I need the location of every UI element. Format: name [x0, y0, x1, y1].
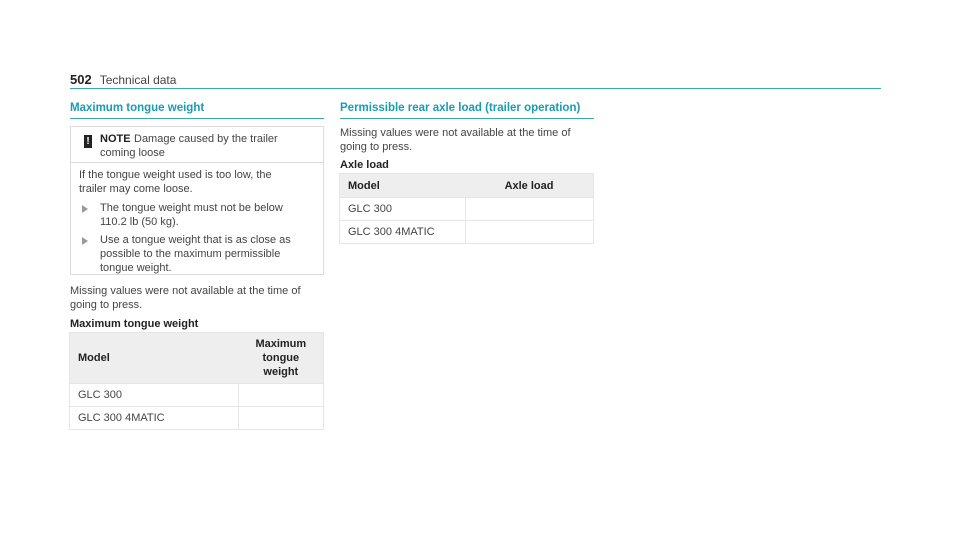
cell-value: [465, 221, 593, 244]
section-rule-left: [70, 118, 324, 119]
cell-value: [239, 384, 324, 407]
bullet-text: possible to the maximum permissible: [100, 248, 281, 260]
table-row: [70, 407, 324, 430]
cell-model: GLC 300: [70, 384, 239, 407]
column-header-model: Model: [340, 174, 466, 198]
table-header-row: [70, 333, 324, 384]
bullet-text: The tongue weight must not be below: [100, 202, 283, 214]
cell-value: [465, 198, 593, 221]
table-row: [70, 384, 324, 407]
bullet-text: tongue weight.: [100, 262, 172, 274]
missing-values-text: Missing values were not available at the time of: [70, 285, 301, 297]
bullet-arrow-icon: [82, 237, 88, 245]
table-row: [340, 221, 594, 244]
missing-values-text: going to press.: [70, 299, 143, 311]
page-header: [70, 72, 176, 87]
section-title-rear-axle-load: Permissible rear axle load (trailer operation): [340, 102, 581, 114]
note-header: [71, 127, 323, 163]
note-body-line: trailer may come loose.: [79, 183, 193, 195]
bullet-arrow-icon: [82, 205, 88, 213]
running-title: Technical data: [99, 73, 177, 87]
table-title: Axle load: [340, 159, 389, 171]
column-header-axle-load: Axle load: [465, 174, 593, 198]
axle-load-table: [339, 173, 594, 244]
bullet-text: Use a tongue weight that is as close as: [100, 234, 291, 246]
missing-values-text: going to press.: [340, 141, 413, 153]
column-header-max-tongue-weight: Maximum tongue weight: [239, 333, 324, 384]
table-title: Maximum tongue weight: [70, 318, 199, 330]
column-header-model: Model: [70, 333, 239, 384]
page-number: 502: [70, 72, 92, 87]
header-rule: [70, 88, 881, 89]
table-header-row: [340, 174, 594, 198]
bullet-text: 110.2 lb (50 kg).: [100, 216, 179, 228]
section-title-tongue-weight: Maximum tongue weight: [70, 102, 205, 114]
note-box: [70, 126, 324, 275]
section-rule-right: [340, 118, 594, 119]
cell-model: GLC 300 4MATIC: [70, 407, 239, 430]
note-title-continued: coming loose: [100, 147, 165, 159]
table-row: [340, 198, 594, 221]
cell-model: GLC 300: [340, 198, 466, 221]
tongue-weight-table: [69, 332, 324, 430]
note-body-line: If the tongue weight used is too low, the: [79, 169, 272, 181]
cell-value: [239, 407, 324, 430]
missing-values-text: Missing values were not available at the time of: [340, 127, 571, 139]
note-title: Damage caused by the trailer: [134, 133, 278, 145]
cell-model: GLC 300 4MATIC: [340, 221, 466, 244]
warning-icon: !: [84, 135, 92, 148]
note-label: NOTE: [100, 133, 131, 145]
